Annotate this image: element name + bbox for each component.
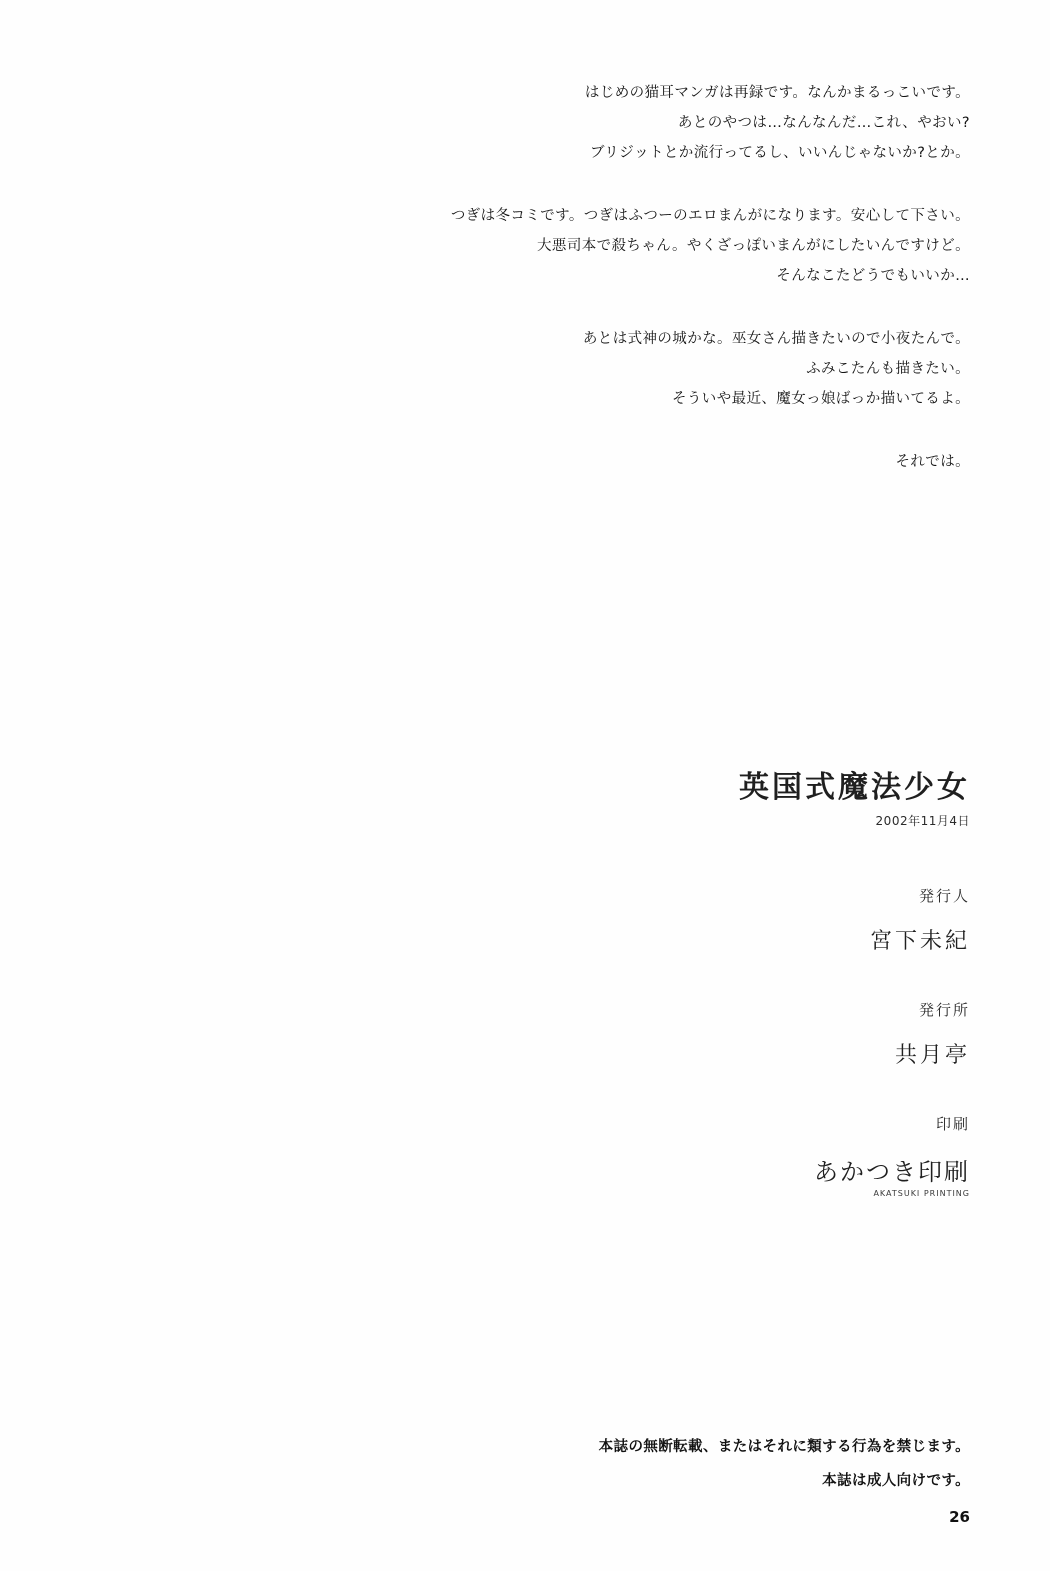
afterword-line: そういや最近、魔女っ娘ばっか描いてるよ。: [672, 391, 970, 407]
afterword-line: あとは式神の城かな。巫女さん描きたいので小夜たんで。: [582, 331, 970, 347]
printer-logo-subtext: AKATSUKI PRINTING: [873, 1189, 970, 1198]
afterword-paragraph: [430, 324, 970, 414]
afterword-line: あとのやつは…なんなんだ…これ、やおい?: [677, 115, 970, 131]
colophon-role-label: 発行所: [918, 1001, 970, 1019]
colophon-entry-printer: [560, 1113, 970, 1198]
colophon-publisher-name: 宮下未紀: [869, 929, 970, 954]
colophon-block: [560, 770, 970, 1198]
colophon-role-label: 印刷: [935, 1115, 970, 1133]
afterword-line: はじめの猫耳マンガは再録です。なんかまるっこいです。: [584, 85, 970, 101]
footer-notices: [430, 1430, 970, 1498]
colophon-entry-publisher: [560, 885, 970, 955]
afterword-text-block: [430, 78, 970, 477]
afterword-line: そんなこたどうでもいいか…: [776, 268, 970, 284]
afterword-line: ふみこたんも描きたい。: [806, 361, 970, 377]
colophon-date: 2002年11月4日: [875, 814, 970, 828]
afterword-line: ブリジットとか流行ってるし、いいんじゃないか?とか。: [589, 145, 970, 161]
afterword-line: つぎは冬コミです。つぎはふつーのエロまんがになります。安心して下さい。: [450, 208, 970, 224]
afterword-paragraph: [430, 78, 970, 168]
colophon-circle-name: 共月亭: [894, 1043, 970, 1068]
colophon-role-label: 発行人: [918, 887, 970, 905]
colophon-entry-circle: [560, 999, 970, 1069]
page-number: 26: [949, 1508, 970, 1526]
colophon-printer-name: [560, 1152, 970, 1198]
afterword-paragraph: [430, 447, 970, 477]
afterword-paragraph: [430, 201, 970, 291]
printer-logo-text: あかつき印刷: [814, 1158, 970, 1186]
copyright-notice: 本誌の無断転載、またはそれに類する行為を禁じます。: [598, 1439, 970, 1455]
afterword-line: 大悪司本で殺ちゃん。やくざっぽいまんがにしたいんですけど。: [537, 238, 970, 254]
colophon-title: 英国式魔法少女: [739, 770, 970, 805]
adult-content-notice: 本誌は成人向けです。: [822, 1473, 970, 1489]
afterword-closing-line: それでは。: [895, 454, 970, 470]
